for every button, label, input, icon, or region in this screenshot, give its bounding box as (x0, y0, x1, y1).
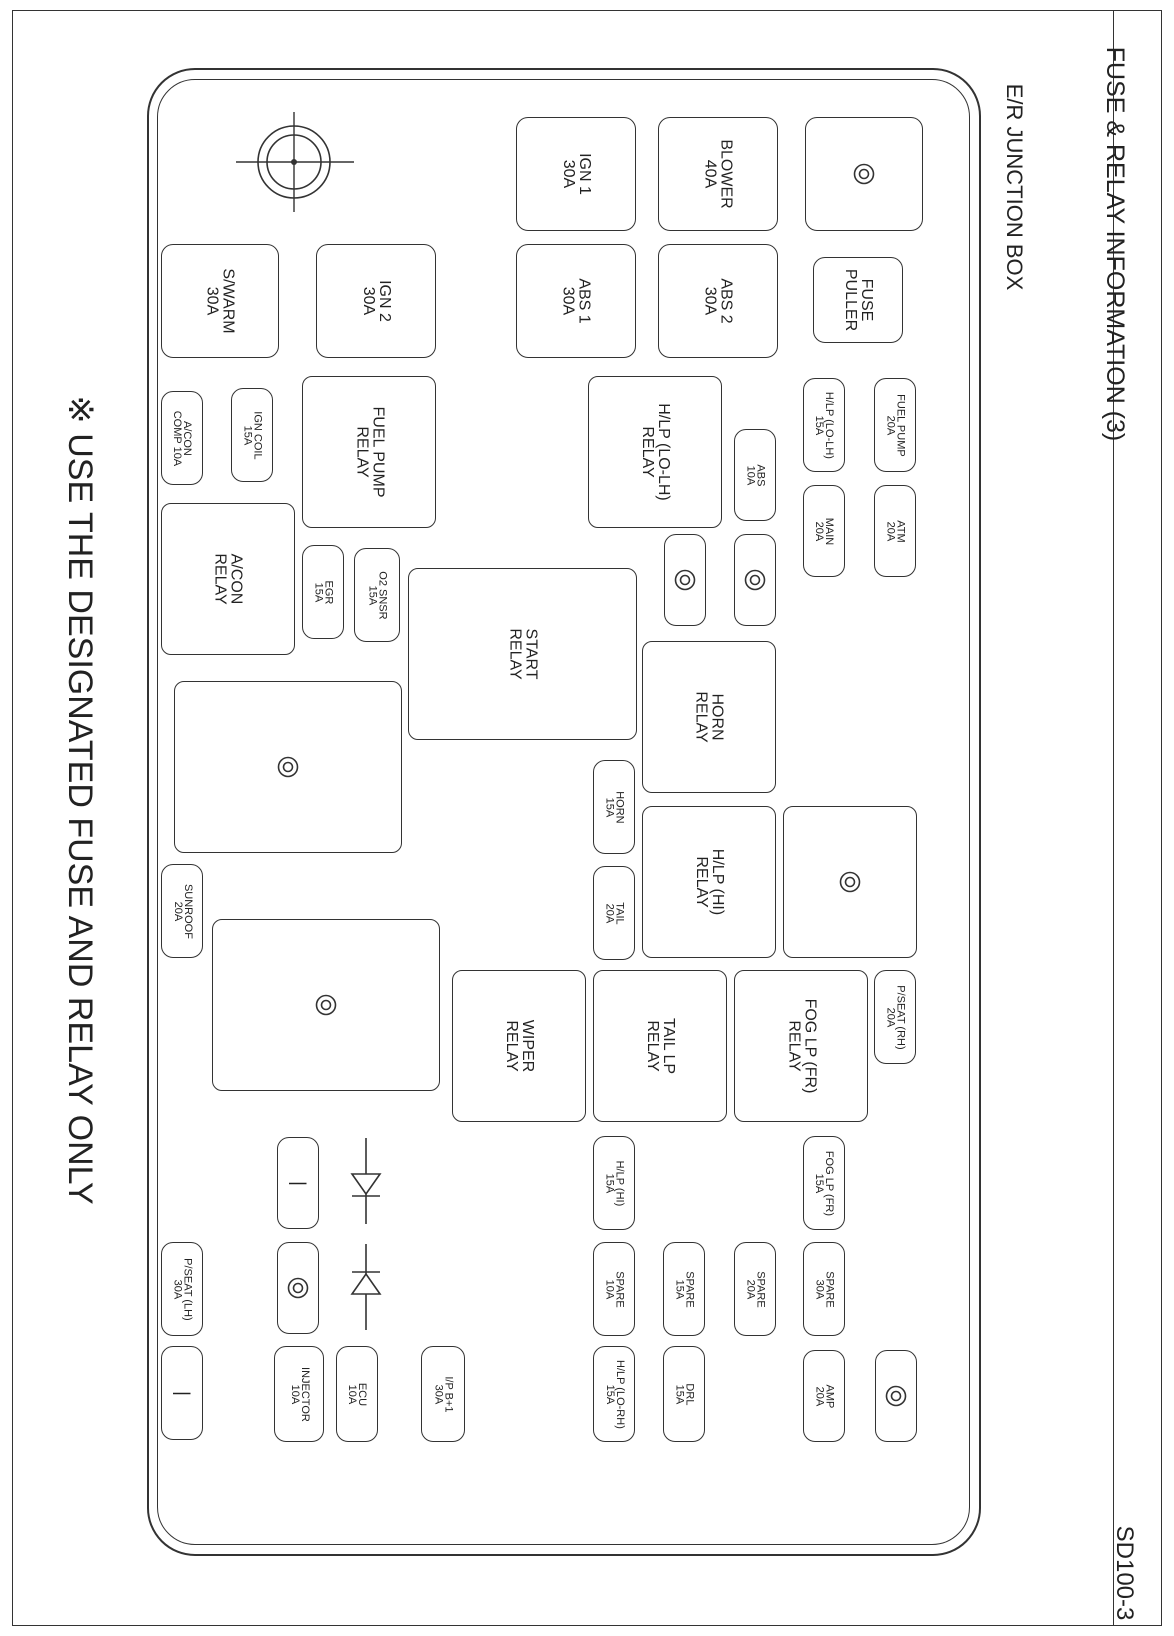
fuse-label: H/LP (LO-RH) 15A (603, 1359, 626, 1429)
fuse-acon-comp[interactable] (161, 391, 203, 485)
fuse-label: H/LP (HI) 15A (603, 1160, 626, 1206)
relay-label: TAIL LP RELAY (644, 1017, 677, 1075)
page-title: FUSE & RELAY INFORMATION (3) (1101, 46, 1130, 442)
fuse-ip-b1[interactable] (421, 1346, 465, 1442)
fuse-spare-10a[interactable] (593, 1242, 635, 1336)
bolt-socket-3 (277, 1242, 319, 1334)
fuse-label: MAIN 20A (813, 517, 836, 545)
fuse-pseat-lh[interactable] (161, 1242, 203, 1336)
bolt-socket-4 (875, 1350, 917, 1442)
fuse-amp[interactable] (803, 1350, 845, 1442)
relay-label: FOG LP (FR) RELAY (784, 998, 818, 1094)
relay-label: FUEL PUMP RELAY (352, 406, 386, 498)
relay-fog-lp-fr[interactable] (734, 970, 868, 1122)
fuse-label: FUEL PUMP 20A (884, 393, 907, 457)
fuse-fuel-pump[interactable] (874, 378, 916, 472)
fuse-label: O2 SNSR 15A (366, 570, 389, 620)
fuse-label: IGN 2 30A (359, 280, 393, 322)
bolt-hole-icon (853, 163, 875, 185)
page-code: SD100-3 (1111, 1525, 1138, 1621)
empty-block-top-right (805, 117, 923, 231)
bolt-hole-icon (744, 569, 766, 591)
fuse-label: HORN 15A (602, 790, 626, 824)
diode-symbol-icon (346, 1244, 386, 1330)
fuse-label: FOG LP (FR) 15A (813, 1150, 836, 1216)
blank-socket-1 (277, 1137, 319, 1229)
fuse-label: SPARE 15A (672, 1270, 696, 1308)
fuse-block-blower[interactable] (658, 117, 778, 231)
relay-label: H/LP (LO-LH) RELAY (638, 403, 672, 501)
fuse-block-ign2[interactable] (316, 244, 436, 358)
diode-symbol-icon (346, 1138, 386, 1224)
fuse-drl[interactable] (663, 1346, 705, 1442)
fuse-spare-20a[interactable] (734, 1242, 776, 1336)
fuse-label: I/P B+1 30A (432, 1375, 455, 1413)
fuse-label: ABS 1 30A (559, 278, 593, 324)
fuse-label: ABS 10A (743, 463, 767, 487)
fuse-ecu[interactable] (336, 1346, 378, 1442)
usage-note: ※ USE THE DESIGNATED FUSE AND RELAY ONLY (61, 395, 99, 1205)
bolt-hole-icon (287, 1277, 309, 1299)
bolt-hole-icon (674, 569, 696, 591)
blank-mark: | (288, 1180, 309, 1186)
fuse-fog-lp-fr[interactable] (803, 1136, 845, 1230)
fuse-label: IGN COIL 15A (241, 410, 264, 460)
fuse-egr[interactable] (302, 545, 344, 639)
bolt-hole-icon (839, 871, 861, 893)
relay-hlp-lo-lh[interactable] (588, 376, 722, 528)
bolt-hole-icon (315, 994, 337, 1016)
fuse-label: H/LP (LO-LH) 15A (813, 391, 836, 459)
relay-horn[interactable] (642, 641, 776, 793)
fuse-tail[interactable] (593, 866, 635, 960)
fuse-label: SPARE 30A (812, 1270, 836, 1308)
fuse-atm[interactable] (874, 485, 916, 577)
relay-wiper[interactable] (452, 970, 586, 1122)
empty-socket-right (783, 806, 917, 958)
bolt-hole-icon (277, 756, 299, 778)
fuse-block-abs2[interactable] (658, 244, 778, 358)
empty-socket-mid-left (174, 681, 402, 853)
fuse-label: ABS 2 30A (701, 278, 735, 324)
relay-tail-lp[interactable] (593, 970, 727, 1122)
fuse-label: TAIL 20A (602, 901, 626, 925)
fuse-ign-coil[interactable] (231, 388, 273, 482)
fuse-label: ATM 20A (884, 519, 907, 543)
fuse-label: DRL 15A (672, 1382, 696, 1406)
relay-label: START RELAY (506, 628, 540, 680)
fuse-label: EGR 15A (312, 580, 335, 604)
fuse-label: P/SEAT (LH) 30A (171, 1257, 194, 1321)
fuse-horn[interactable] (593, 760, 635, 854)
fuse-label: S/WARM 30A (204, 268, 237, 334)
fuse-hlp-hi[interactable] (593, 1136, 635, 1230)
fuse-main[interactable] (803, 485, 845, 577)
relay-label: A/CON RELAY (212, 553, 245, 605)
fuse-hlp-lo-rh[interactable] (593, 1346, 635, 1442)
bolt-socket-1 (664, 534, 706, 626)
fuse-label: BLOWER 40A (702, 139, 735, 209)
fuse-puller[interactable] (813, 257, 903, 343)
fuse-abs[interactable] (734, 429, 776, 521)
blank-socket-2 (161, 1346, 203, 1440)
relay-label: H/LP (HI) RELAY (692, 848, 726, 916)
relay-label: WIPER RELAY (502, 1019, 536, 1073)
fuse-label: SPARE 20A (743, 1270, 767, 1308)
fuse-label: SUNROOF 20A (171, 883, 194, 939)
fuse-block-swarm[interactable] (161, 244, 279, 358)
fuse-block-abs1[interactable] (516, 244, 636, 358)
fuse-block-ign1[interactable] (516, 117, 636, 231)
blank-mark: | (172, 1390, 193, 1396)
fuse-label: SPARE 10A (602, 1270, 626, 1308)
relay-acon[interactable] (161, 503, 295, 655)
relay-hlp-hi[interactable] (642, 806, 776, 958)
fuse-spare-15a[interactable] (663, 1242, 705, 1336)
fuse-o2-snsr[interactable] (354, 548, 400, 642)
relay-fuel-pump[interactable] (302, 376, 436, 528)
fuse-sunroof[interactable] (161, 864, 203, 958)
bolt-hole-icon (885, 1385, 907, 1407)
junction-box-title: E/R JUNCTION BOX (1002, 83, 1027, 291)
relay-start[interactable] (408, 568, 637, 740)
fuse-label: INJECTOR 10A (288, 1366, 311, 1422)
fuse-pseat-rh[interactable] (874, 970, 916, 1064)
fuse-label: FUSE PULLER (842, 268, 875, 332)
relay-label: HORN RELAY (693, 691, 726, 743)
bolt-socket-2 (734, 534, 776, 626)
fuse-label: A/CON COMP 10A (171, 410, 194, 466)
fuse-label: P/SEAT (RH) 20A (884, 984, 907, 1050)
fuse-label: IGN 1 30A (559, 153, 593, 195)
fuse-label: ECU 10A (345, 1382, 369, 1406)
crosshair-mount-icon (236, 112, 356, 212)
empty-socket-lower-left (212, 919, 440, 1091)
fuse-spare-30a[interactable] (803, 1242, 845, 1336)
fuse-injector[interactable] (274, 1346, 324, 1442)
fuse-hlp-lo-lh[interactable] (803, 378, 845, 472)
fuse-label: AMP 20A (813, 1384, 836, 1408)
